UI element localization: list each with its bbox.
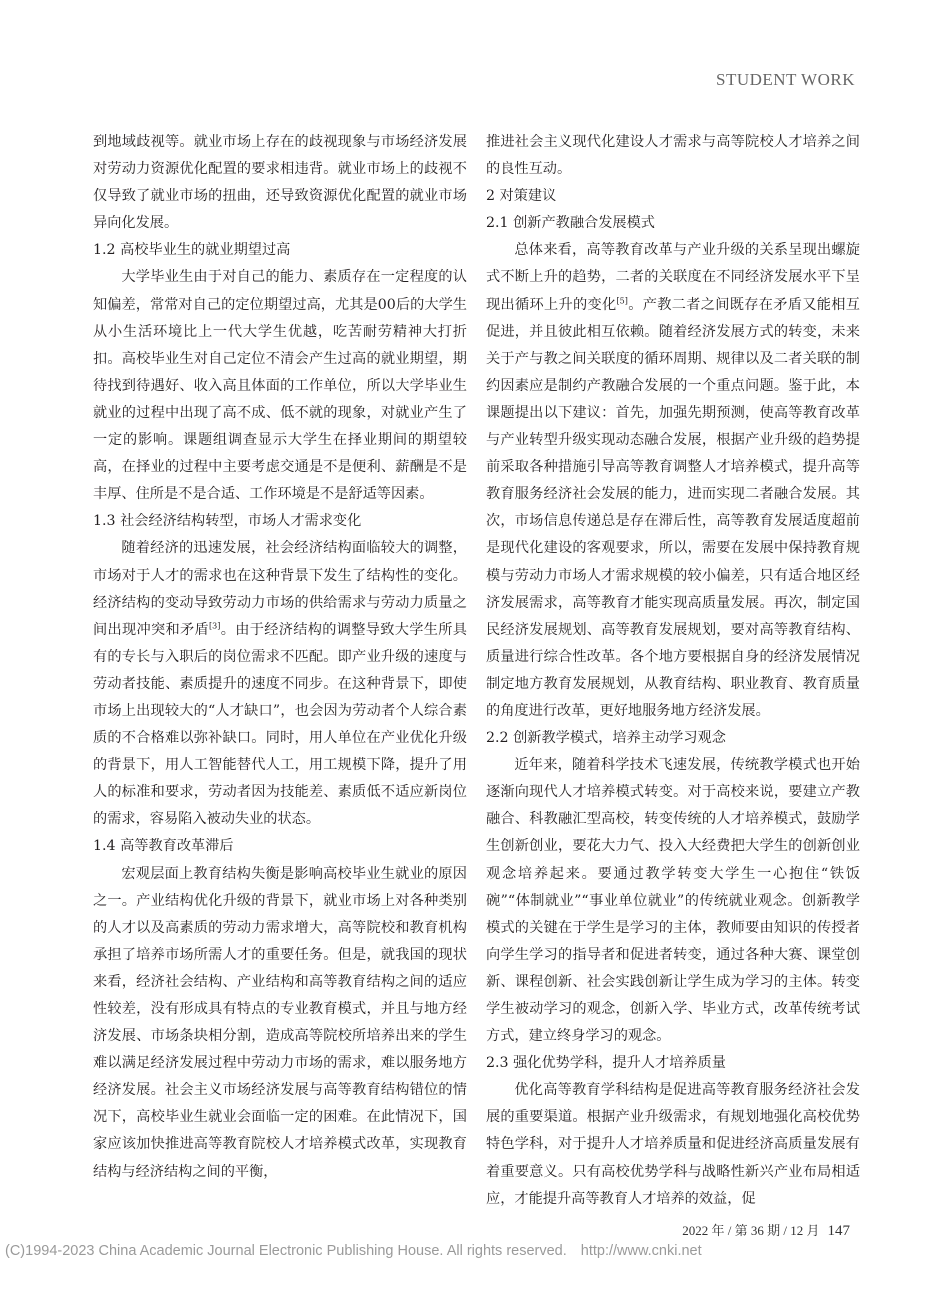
copyright-notice: (C)1994-2023 China Academic Journal Electronic Publishing House. All rights reserved. bbox=[5, 1243, 567, 1259]
citation-ref-3[interactable]: [3] bbox=[209, 620, 221, 630]
left-column bbox=[93, 129, 467, 1186]
cnki-link[interactable]: http://www.cnki.net bbox=[580, 1243, 702, 1259]
section-heading-2-1: 2.1 创新产教融合发展模式 bbox=[486, 215, 655, 232]
section-heading-1-3: 1.3 社会经济结构转型，市场人才需求变化 bbox=[93, 513, 362, 530]
running-header-journal-name: STUDENT WORK bbox=[715, 70, 855, 89]
section-heading-2-2: 2.2 创新教学模式，培养主动学习观念 bbox=[486, 730, 726, 747]
section-heading-2-3: 2.3 强化优势学科，提升人才培养质量 bbox=[486, 1055, 726, 1072]
paragraph-2-1-part-a: 总体来看，高等教育改革与产业升级的关系呈现出螺旋式不断上升的趋势，二者的关联度在不同经济发展水平下呈现出循环上升的变化 bbox=[486, 242, 860, 313]
paragraph-2-3: 优化高等教育学科结构是促进高等教育服务经济社会发展的重要渠道。根据产业升级需求，有规划地强化高校优势特色学科，对于提升人才培养质量和促进经济高质量发展有着重要意义。只有高校优势学科与战略性新兴产业布局相适应，才能提升高等教育人才培养的效益，促 bbox=[486, 1082, 860, 1207]
paragraph-continuation: 推进社会主义现代化建设人才需求与高等院校人才培养之间的良性互动。 bbox=[486, 134, 860, 178]
section-heading-2: 2 对策建议 bbox=[486, 188, 557, 205]
citation-ref-5[interactable]: [5] bbox=[616, 295, 628, 305]
right-column bbox=[486, 129, 860, 1213]
copyright-line bbox=[5, 1243, 702, 1259]
page-number: 147 bbox=[827, 1223, 850, 1239]
paragraph-2-1 bbox=[486, 237, 860, 725]
section-heading-1-4: 1.4 高等教育改革滞后 bbox=[93, 838, 234, 855]
paragraph-1-3 bbox=[93, 535, 467, 833]
paragraph-1-3-part-a: 随着经济的迅速发展，社会经济结构面临较大的调整，市场对于人才的需求也在这种背景下发生了结构性的变化。经济结构的变动导致劳动力市场的供给需求与劳动力质量之间出现冲突和矛盾 bbox=[93, 540, 467, 638]
paragraph-1-2: 大学毕业生由于对自己的能力、素质存在一定程度的认知偏差，常常对自己的定位期望过高，尤其是00后的大学生从小生活环境比上一代大学生优越，吃苦耐劳精神大打折扣。高校毕业生对自己定位不清会产生过高的就业期望，期待找到待遇好、收入高且体面的工作单位，所以大学毕业生就业的过程中出现了高不成、低不就的现象，对就业产生了一定的影响。课题组调查显示大学生在择业期间的期望较高，在择业的过程中主要考虑交通是不是便利、薪酬是不是丰厚、住所是不是合适、工作环境是不是舒适等因素。 bbox=[93, 269, 467, 503]
paragraph-1-3-part-b: 。由于经济结构的调整导致大学生所具有的专长与入职后的岗位需求不匹配。即产业升级的速度与劳动者技能、素质提升的速度不同步。在这种背景下，即使市场上出现较大的“人才缺口”，也会因为劳动者个人综合素质的不合格难以弥补缺口。同时，用人单位在产业优化升级的背景下，用人工智能替代人工，用工规模下降，提升了用人的标准和要求，劳动者因为技能差、素质低不适应新岗位的需求，容易陷入被动失业的状态。 bbox=[93, 621, 467, 828]
paragraph-1-4: 宏观层面上教育结构失衡是影响高校毕业生就业的原因之一。产业结构优化升级的背景下，就业市场上对各种类别的人才以及高素质的劳动力需求增大，高等院校和教育机构承担了培养市场所需人才的重要任务。但是，就我国的现状来看，经济社会结构、产业结构和高等教育结构之间的适应性较差，没有形成具有特点的专业教育模式，并且与地方经济发展、市场条块相分割，造成高等院校所培养出来的学生难以满足经济发展过程中劳动力市场的需求，难以服务地方经济发展。社会主义市场经济发展与高等教育结构错位的情况下，高校毕业生就业会面临一定的困难。在此情况下，国家应该加快推进高等教育院校人才培养模式改革，实现教育结构与经济结构之间的平衡， bbox=[93, 865, 467, 1180]
section-heading-1-2: 1.2 高校毕业生的就业期望过高 bbox=[93, 242, 291, 259]
paragraph-2-2: 近年来，随着科学技术飞速发展，传统教学模式也开始逐渐向现代人才培养模式转变。对于高校来说，要建立产教融合、科教融汇型高校，转变传统的人才培养模式，鼓励学生创新创业，要花大力气、投入大经费把大学生的创新创业观念培养起来。要通过教学转变大学生一心抱住“铁饭碗”“体制就业”“事业单位就业”的传统就业观念。创新教学模式的关键在于学生是学习的主体，教师要由知识的传授者向学生学习的指导者和促进者转变，通过各种大赛、课堂创新、课程创新、社会实践创新让学生成为学习的主体。转变学生被动学习的观念，创新入学、毕业方式，改革传统考试方式，建立终身学习的观念。 bbox=[486, 757, 860, 1045]
paragraph-intro-continuation: 到地域歧视等。就业市场上存在的歧视现象与市场经济发展对劳动力资源优化配置的要求相违背。就业市场上的歧视不仅导致了就业市场的扭曲，还导致资源优化配置的就业市场异向化发展。 bbox=[93, 134, 467, 232]
page-footer bbox=[682, 1220, 850, 1240]
issue-info: 2022 年 / 第 36 期 / 12 月 bbox=[682, 1223, 820, 1238]
paragraph-2-1-part-b: 。产教二者之间既存在矛盾又能相互促进，并且彼此相互依赖。随着经济发展方式的转变，未来关于产与教之间关联度的循环周期、规律以及二者关联的制约因素应是制约产教融合发展的一个重点问题。鉴于此，本课题提出以下建议：首先，加强先期预测，使高等教育改革与产业转型升级实现动态融合发展，根据产业升级的趋势提前采取各种措施引导高等教育调整人才培养模式，提升高等教育服务经济社会发展的能力，进而实现二者融合发展。其次，市场信息传递总是存在滞后性，高等教育发展适度超前是现代化建设的客观要求，所以，需要在发展中保持教育规模与劳动力市场人才需求规模的较小偏差，只有适合地区经济发展需求，高等教育才能实现高质量发展。再次，制定国民经济发展规划、高等教育发展规划，要对高等教育结构、质量进行综合性改革。各个地方要根据自身的经济发展情况制定地方教育发展规划，从教育结构、职业教育、教育质量的角度进行改革，更好地服务地方经济发展。 bbox=[486, 296, 860, 719]
